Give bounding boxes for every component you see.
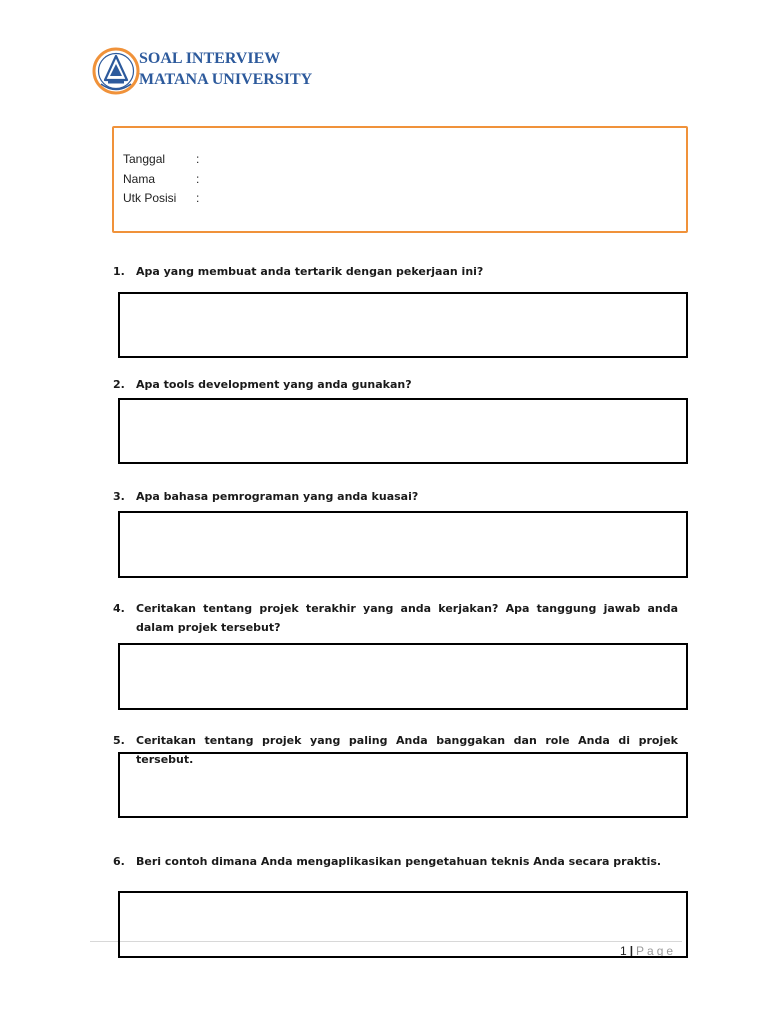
question-4: [113, 599, 678, 637]
answer-box-5[interactable]: [118, 752, 688, 818]
answer-box-2[interactable]: [118, 398, 688, 464]
question-number: 5.: [113, 734, 125, 747]
question-text: Apa bahasa pemrograman yang anda kuasai?: [136, 490, 419, 503]
question-1: [113, 262, 678, 281]
answer-box-4[interactable]: [118, 643, 688, 710]
question-text: Beri contoh dimana Anda mengaplikasikan pengetahuan teknis Anda secara praktis.: [136, 855, 662, 868]
question-2: [113, 375, 678, 394]
info-label: Tanggal: [123, 152, 166, 166]
document-title: [139, 48, 312, 90]
info-colon: :: [196, 191, 200, 205]
question-number: 4.: [113, 602, 125, 615]
page-number: 1: [620, 944, 627, 958]
page-word: Page: [636, 944, 677, 958]
info-colon: :: [196, 152, 200, 166]
question-text: Apa yang membuat anda tertarik dengan pekerjaan ini?: [136, 265, 484, 278]
question-3: [113, 487, 678, 506]
matana-university-logo: [92, 46, 140, 96]
answer-box-6[interactable]: [118, 891, 688, 958]
info-colon: :: [196, 172, 200, 186]
question-number: 6.: [113, 855, 125, 868]
question-number: 3.: [113, 490, 125, 503]
question-text: Ceritakan tentang projek terakhir yang anda kerjakan? Apa tanggung jawab anda dalam projek tersebut?: [136, 602, 678, 634]
page-separator: |: [629, 944, 634, 958]
info-label: Nama: [123, 172, 156, 186]
question-text: Ceritakan tentang projek yang paling Anda banggakan dan role Anda di projek tersebut.: [136, 734, 678, 766]
candidate-info-box: [112, 126, 688, 233]
answer-box-3[interactable]: [118, 511, 688, 578]
info-row-posisi: [123, 191, 199, 205]
question-6: [113, 852, 678, 871]
question-text: Apa tools development yang anda gunakan?: [136, 378, 412, 391]
info-label: Utk Posisi: [123, 191, 177, 205]
answer-box-1[interactable]: [118, 292, 688, 358]
info-row-tanggal: [123, 152, 199, 166]
question-number: 1.: [113, 265, 125, 278]
title-line-2: MATANA UNIVERSITY: [139, 71, 313, 88]
question-number: 2.: [113, 378, 125, 391]
info-row-nama: [123, 172, 199, 186]
title-line-1: SOAL INTERVIEW: [139, 50, 281, 67]
